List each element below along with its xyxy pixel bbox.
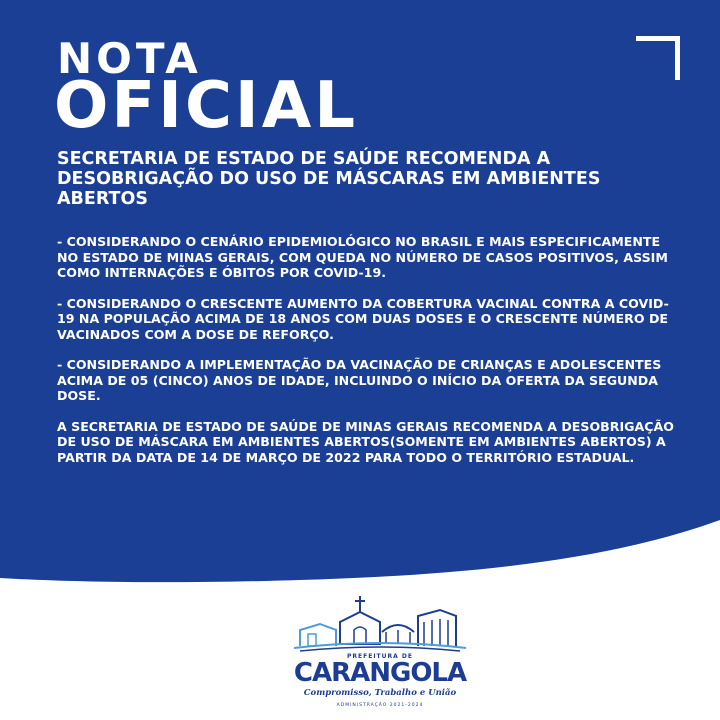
paragraph-3: - CONSIDERANDO A IMPLEMENTAÇÃO DA VACINAÇÃO DE CRIANÇAS E ADOLESCENTES ACIMA DE 05 (CINCO) ANOS DE IDADE, INCLUINDO O INÍCIO DA OFERTA DA SEGUNDA DOSE. (57, 357, 662, 403)
logo-administration: ADMINISTRAÇÃO 2021-2024 (336, 703, 424, 708)
subtitle: SECRETARIA DE ESTADO DE SAÚDE RECOMENDA A DESOBRIGAÇÃO DO USO DE MÁSCARAS EM AMBIENTES ABERTOS (57, 149, 601, 209)
paragraph-1: - CONSIDERANDO O CENÁRIO EPIDEMIOLÓGICO NO BRASIL E MAIS ESPECIFICAMENTE NO ESTADO DE MINAS GERAIS, COM QUEDA NO NÚMERO DE CASOS POSITIVOS, ASSIM COMO INTERNAÇÕES E ÓBITOS POR COVID-19. (57, 234, 668, 280)
corner-bracket-icon (636, 36, 680, 80)
city-landmarks-icon (290, 592, 470, 652)
carangola-logo (290, 592, 470, 712)
title-nota: NOTA (57, 34, 202, 83)
paragraph-4: A SECRETARIA DE ESTADO DE SAÚDE DE MINAS GERAIS RECOMENDA A DESOBRIGAÇÃO DE USO DE MÁSCARA EM AMBIENTES ABERTOS(SOMENTE EM AMBIENTES ABERTOS) A PARTIR DA DATA DE 14 DE MARÇO DE 2022 PARA TODO O TERRITÓRIO ESTADUAL. (57, 418, 674, 465)
body-text (57, 234, 677, 480)
logo-city-name: CARANGOLA (293, 658, 467, 688)
logo-slogan: Compromisso, Trabalho e União (303, 688, 457, 698)
logo-prefix: PREFEITURA DE (347, 653, 413, 660)
paragraph-2: - CONSIDERANDO O CRESCENTE AUMENTO DA COBERTURA VACINAL CONTRA A COVID-19 NA POPULAÇÃO ACIMA DE 18 ANOS COM DUAS DOSES E O CRESCENTE NÚMERO DE VACINADOS COM A DOSE DE REFORÇO. (57, 295, 669, 342)
title-oficial: OFICIAL (54, 69, 359, 143)
